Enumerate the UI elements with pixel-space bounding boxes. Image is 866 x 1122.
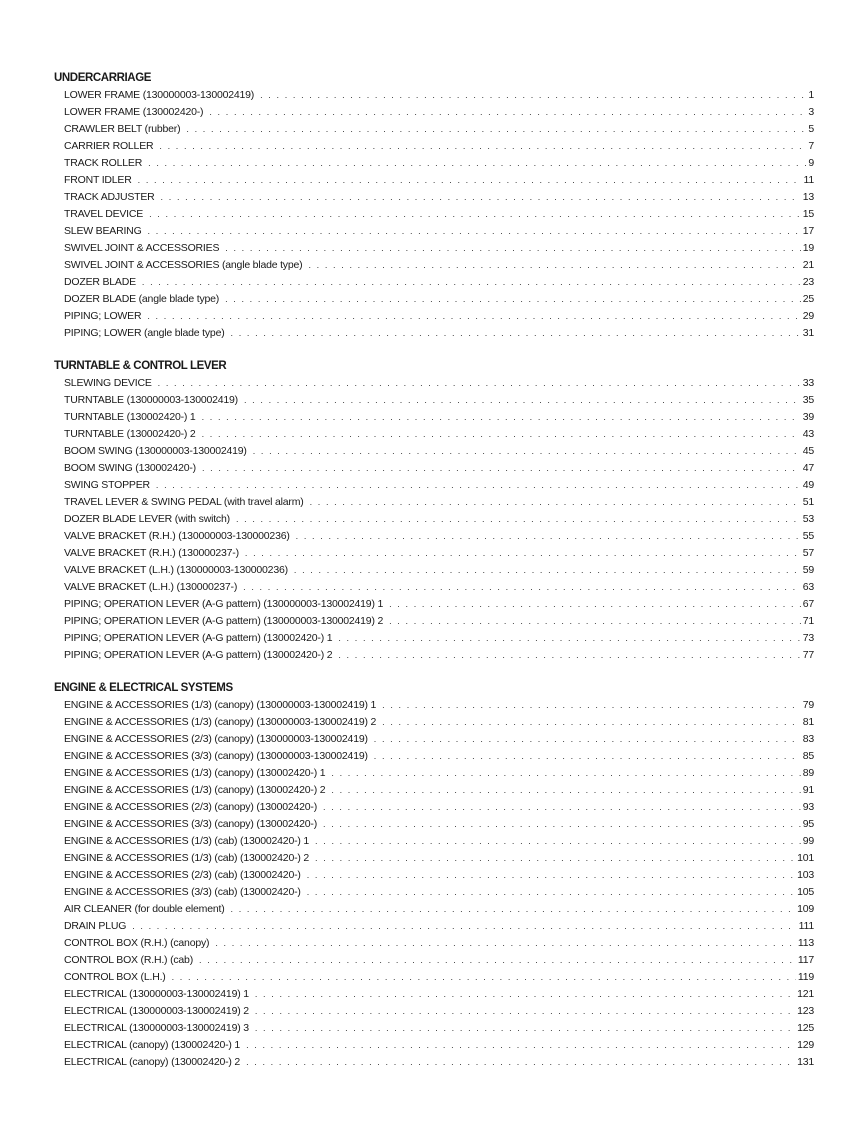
- toc-entry[interactable]: [54, 969, 814, 986]
- toc-entry-page-number: 129: [797, 1039, 814, 1051]
- dot-leader: [138, 172, 802, 189]
- toc-entry[interactable]: [54, 477, 814, 494]
- dot-leader: [338, 630, 800, 647]
- toc-entry[interactable]: [54, 562, 814, 579]
- dot-leader: [236, 511, 801, 528]
- toc-entry-page-number: 35: [802, 394, 814, 406]
- section-entries: [54, 375, 814, 664]
- dot-leader: [142, 274, 801, 291]
- toc-entry-page-number: 91: [802, 784, 814, 796]
- toc-entry-title: CRAWLER BELT (rubber): [64, 123, 181, 135]
- dot-leader: [308, 257, 800, 274]
- dot-leader: [338, 647, 800, 664]
- toc-entry-title: AIR CLEANER (for double element): [64, 903, 225, 915]
- dot-leader: [374, 748, 801, 765]
- toc-entry-page-number: 123: [797, 1005, 814, 1017]
- toc-entry-title: ELECTRICAL (130000003-130002419) 2: [64, 1005, 249, 1017]
- toc-entry[interactable]: [54, 714, 814, 731]
- toc-entry[interactable]: [54, 104, 814, 121]
- dot-leader: [225, 291, 801, 308]
- dot-leader: [294, 562, 801, 579]
- toc-section: [54, 70, 814, 342]
- toc-entry-page-number: 73: [802, 632, 814, 644]
- dot-leader: [156, 477, 801, 494]
- dot-leader: [158, 375, 801, 392]
- toc-entry-title: CONTROL BOX (L.H.): [64, 971, 166, 983]
- toc-entry-page-number: 47: [802, 462, 814, 474]
- dot-leader: [209, 104, 806, 121]
- dot-leader: [382, 697, 801, 714]
- toc-entry[interactable]: [54, 257, 814, 274]
- dot-leader: [202, 460, 801, 477]
- toc-entry[interactable]: [54, 291, 814, 308]
- toc-entry[interactable]: [54, 816, 814, 833]
- toc-entry-page-number: 99: [802, 835, 814, 847]
- toc-entry-title: SWIVEL JOINT & ACCESSORIES (angle blade type): [64, 259, 303, 271]
- dot-leader: [323, 799, 801, 816]
- toc-entry-title: ENGINE & ACCESSORIES (3/3) (canopy) (130002420-): [64, 818, 318, 830]
- toc-entry[interactable]: [54, 765, 814, 782]
- toc-entry-page-number: 5: [808, 123, 814, 135]
- toc-entry[interactable]: [54, 172, 814, 189]
- section-heading: ENGINE & ELECTRICAL SYSTEMS: [54, 682, 233, 694]
- toc-entry-page-number: 125: [797, 1022, 814, 1034]
- toc-entry-title: ENGINE & ACCESSORIES (1/3) (cab) (130002420-) 2: [64, 852, 310, 864]
- toc-entry[interactable]: [54, 223, 814, 240]
- dot-leader: [389, 613, 801, 630]
- dot-leader: [149, 206, 801, 223]
- toc-entry-title: VALVE BRACKET (R.H.) (130000237-): [64, 547, 239, 559]
- toc-entry-page-number: 111: [798, 920, 814, 932]
- dot-leader: [245, 545, 801, 562]
- toc-entry[interactable]: [54, 867, 814, 884]
- toc-entry-title: ENGINE & ACCESSORIES (2/3) (canopy) (130002420-): [64, 801, 318, 813]
- toc-entry-page-number: 67: [802, 598, 814, 610]
- dot-leader: [244, 392, 801, 409]
- section-entries: [54, 87, 814, 342]
- toc-entry-title: BOOM SWING (130002420-): [64, 462, 196, 474]
- toc-entry[interactable]: [54, 545, 814, 562]
- toc-entry-page-number: 13: [802, 191, 814, 203]
- toc-entry-page-number: 21: [802, 259, 814, 271]
- toc-entry-title: FRONT IDLER: [64, 174, 132, 186]
- toc-entry-page-number: 119: [797, 971, 814, 983]
- toc-entry[interactable]: [54, 748, 814, 765]
- toc-entry-title: TRAVEL DEVICE: [64, 208, 144, 220]
- toc-entry-page-number: 23: [802, 276, 814, 288]
- toc-entry-page-number: 71: [802, 615, 814, 627]
- dot-leader: [246, 1037, 795, 1054]
- toc-entry-page-number: 83: [802, 733, 814, 745]
- toc-entry[interactable]: [54, 799, 814, 816]
- toc-entry[interactable]: [54, 918, 814, 935]
- toc-entry-title: VALVE BRACKET (L.H.) (130000003-130000236): [64, 564, 288, 576]
- toc-entry-title: BOOM SWING (130000003-130002419): [64, 445, 247, 457]
- toc-entry-title: ENGINE & ACCESSORIES (3/3) (canopy) (130000003-130002419): [64, 750, 368, 762]
- dot-leader: [132, 918, 796, 935]
- toc-entry[interactable]: [54, 121, 814, 138]
- toc-entry[interactable]: [54, 579, 814, 596]
- dot-leader: [202, 409, 801, 426]
- toc-entry[interactable]: [54, 1037, 814, 1054]
- dot-leader: [323, 816, 801, 833]
- dot-leader: [315, 850, 795, 867]
- toc-entry-title: TURNTABLE (130002420-) 1: [64, 411, 196, 423]
- toc-entry-page-number: 19: [802, 242, 814, 254]
- toc-entry-page-number: 9: [808, 157, 814, 169]
- toc-entry-title: DRAIN PLUG: [64, 920, 127, 932]
- toc-entry[interactable]: [54, 189, 814, 206]
- toc-entry[interactable]: [54, 613, 814, 630]
- toc-entry-page-number: 77: [802, 649, 814, 661]
- toc-entry[interactable]: [54, 731, 814, 748]
- toc-entry-page-number: 121: [797, 988, 814, 1000]
- toc-entry-title: SLEWING DEVICE: [64, 377, 152, 389]
- toc-entry-title: ENGINE & ACCESSORIES (1/3) (canopy) (130000003-130002419) 2: [64, 716, 377, 728]
- dot-leader: [255, 1003, 795, 1020]
- toc-entry-page-number: 101: [797, 852, 814, 864]
- dot-leader: [307, 884, 795, 901]
- toc-entry[interactable]: [54, 206, 814, 223]
- toc-entry-page-number: 11: [803, 174, 814, 186]
- toc-entry-page-number: 15: [802, 208, 814, 220]
- toc-entry[interactable]: [54, 138, 814, 155]
- toc-entry-page-number: 29: [802, 310, 814, 322]
- toc-entry[interactable]: [54, 528, 814, 545]
- toc-entry-page-number: 117: [797, 954, 814, 966]
- toc-entry-page-number: 105: [797, 886, 814, 898]
- toc-entry-page-number: 57: [802, 547, 814, 559]
- toc-entry-page-number: 55: [802, 530, 814, 542]
- toc-entry-title: TURNTABLE (130000003-130002419): [64, 394, 238, 406]
- dot-leader: [307, 867, 795, 884]
- dot-leader: [161, 189, 801, 206]
- toc-entry-page-number: 25: [802, 293, 814, 305]
- toc-entry[interactable]: [54, 1054, 814, 1071]
- toc-entry-page-number: 63: [802, 581, 814, 593]
- toc-entry[interactable]: [54, 697, 814, 714]
- toc-entry[interactable]: [54, 986, 814, 1003]
- toc-entry-title: CONTROL BOX (R.H.) (cab): [64, 954, 193, 966]
- toc-entry-title: ENGINE & ACCESSORIES (1/3) (canopy) (130000003-130002419) 1: [64, 699, 377, 711]
- toc-entry[interactable]: [54, 596, 814, 613]
- dot-leader: [159, 138, 806, 155]
- toc-entry-title: SWIVEL JOINT & ACCESSORIES: [64, 242, 220, 254]
- toc-entry-title: DOZER BLADE: [64, 276, 136, 288]
- dot-leader: [246, 1054, 795, 1071]
- toc-entry-title: VALVE BRACKET (R.H.) (130000003-130000236): [64, 530, 290, 542]
- toc-entry-title: PIPING; OPERATION LEVER (A-G pattern) (130000003-130002419) 1: [64, 598, 384, 610]
- toc-entry-title: ENGINE & ACCESSORIES (1/3) (canopy) (130002420-) 2: [64, 784, 326, 796]
- toc-entry-title: DOZER BLADE LEVER (with switch): [64, 513, 230, 525]
- toc-entry[interactable]: [54, 274, 814, 291]
- toc-entry-title: ELECTRICAL (canopy) (130002420-) 2: [64, 1056, 241, 1068]
- toc-entry[interactable]: [54, 155, 814, 172]
- toc-entry-title: TURNTABLE (130002420-) 2: [64, 428, 196, 440]
- toc-entry-title: SWING STOPPER: [64, 479, 150, 491]
- toc-entry-page-number: 1: [808, 89, 814, 101]
- dot-leader: [243, 579, 801, 596]
- toc-entry-title: CONTROL BOX (R.H.) (canopy): [64, 937, 210, 949]
- toc-entry-title: SLEW BEARING: [64, 225, 142, 237]
- toc-entry[interactable]: [54, 1003, 814, 1020]
- toc-entry-title: ENGINE & ACCESSORIES (1/3) (cab) (130002420-) 1: [64, 835, 310, 847]
- dot-leader: [172, 969, 796, 986]
- toc-entry-page-number: 95: [802, 818, 814, 830]
- toc-entry-title: LOWER FRAME (130002420-): [64, 106, 204, 118]
- toc-entry[interactable]: [54, 240, 814, 257]
- toc-entry[interactable]: [54, 935, 814, 952]
- dot-leader: [202, 426, 801, 443]
- toc-entry-title: ENGINE & ACCESSORIES (3/3) (cab) (130002420-): [64, 886, 301, 898]
- toc-entry-title: PIPING; LOWER (angle blade type): [64, 327, 225, 339]
- toc-entry[interactable]: [54, 308, 814, 325]
- toc-entry-title: ELECTRICAL (130000003-130002419) 1: [64, 988, 249, 1000]
- dot-leader: [331, 765, 800, 782]
- toc-entry-title: PIPING; LOWER: [64, 310, 142, 322]
- toc-entry-title: ENGINE & ACCESSORIES (2/3) (canopy) (130000003-130002419): [64, 733, 368, 745]
- toc-entry-page-number: 79: [802, 699, 814, 711]
- dot-leader: [389, 596, 801, 613]
- toc-entry-title: PIPING; OPERATION LEVER (A-G pattern) (130002420-) 1: [64, 632, 333, 644]
- toc-entry-page-number: 7: [808, 140, 814, 152]
- toc-entry-page-number: 85: [802, 750, 814, 762]
- toc-entry-title: TRACK ROLLER: [64, 157, 143, 169]
- toc-entry-page-number: 17: [802, 225, 814, 237]
- dot-leader: [310, 494, 801, 511]
- dot-leader: [199, 952, 796, 969]
- dot-leader: [215, 935, 796, 952]
- dot-leader: [255, 986, 795, 1003]
- toc-entry-page-number: 49: [802, 479, 814, 491]
- toc-entry-page-number: 59: [802, 564, 814, 576]
- toc-entry-title: VALVE BRACKET (L.H.) (130000237-): [64, 581, 238, 593]
- toc-entry-page-number: 81: [802, 716, 814, 728]
- toc-section: [54, 680, 814, 1071]
- toc-entry-page-number: 39: [802, 411, 814, 423]
- toc-entry-title: TRAVEL LEVER & SWING PEDAL (with travel alarm): [64, 496, 304, 508]
- toc-entry-page-number: 113: [797, 937, 814, 949]
- toc-entry[interactable]: [54, 87, 814, 104]
- toc-entry[interactable]: [54, 850, 814, 867]
- table-of-contents: [54, 70, 814, 1071]
- dot-leader: [148, 155, 806, 172]
- toc-entry[interactable]: [54, 443, 814, 460]
- toc-entry[interactable]: [54, 392, 814, 409]
- toc-entry[interactable]: [54, 647, 814, 664]
- toc-entry[interactable]: [54, 833, 814, 850]
- toc-entry-page-number: 131: [797, 1056, 814, 1068]
- toc-entry-title: ELECTRICAL (130000003-130002419) 3: [64, 1022, 249, 1034]
- toc-entry-page-number: 103: [797, 869, 814, 881]
- toc-entry[interactable]: [54, 460, 814, 477]
- dot-leader: [186, 121, 806, 138]
- toc-entry-page-number: 43: [802, 428, 814, 440]
- toc-entry-title: PIPING; OPERATION LEVER (A-G pattern) (130002420-) 2: [64, 649, 333, 661]
- toc-entry-page-number: 89: [802, 767, 814, 779]
- toc-entry-page-number: 109: [797, 903, 814, 915]
- toc-entry-page-number: 31: [802, 327, 814, 339]
- toc-entry[interactable]: [54, 426, 814, 443]
- toc-entry[interactable]: [54, 494, 814, 511]
- section-heading: UNDERCARRIAGE: [54, 72, 152, 84]
- toc-entry[interactable]: [54, 630, 814, 647]
- dot-leader: [148, 223, 801, 240]
- dot-leader: [253, 443, 801, 460]
- dot-leader: [225, 240, 800, 257]
- toc-entry-page-number: 93: [802, 801, 814, 813]
- dot-leader: [255, 1020, 795, 1037]
- toc-entry-page-number: 53: [802, 513, 814, 525]
- dot-leader: [315, 833, 801, 850]
- toc-entry-page-number: 3: [808, 106, 814, 118]
- toc-entry-title: ENGINE & ACCESSORIES (1/3) (canopy) (130002420-) 1: [64, 767, 326, 779]
- section-entries: [54, 697, 814, 1071]
- toc-entry-title: DOZER BLADE (angle blade type): [64, 293, 220, 305]
- toc-section: [54, 358, 814, 664]
- toc-entry-title: PIPING; OPERATION LEVER (A-G pattern) (130000003-130002419) 2: [64, 615, 384, 627]
- dot-leader: [382, 714, 801, 731]
- toc-entry-page-number: 51: [802, 496, 814, 508]
- toc-entry[interactable]: [54, 884, 814, 901]
- dot-leader: [231, 901, 796, 918]
- toc-entry-title: ELECTRICAL (canopy) (130002420-) 1: [64, 1039, 241, 1051]
- toc-entry[interactable]: [54, 901, 814, 918]
- toc-entry-page-number: 33: [802, 377, 814, 389]
- dot-leader: [231, 325, 801, 342]
- toc-entry-title: TRACK ADJUSTER: [64, 191, 155, 203]
- dot-leader: [374, 731, 801, 748]
- toc-entry[interactable]: [54, 325, 814, 342]
- toc-entry[interactable]: [54, 782, 814, 799]
- toc-entry-title: CARRIER ROLLER: [64, 140, 154, 152]
- dot-leader: [296, 528, 801, 545]
- toc-entry[interactable]: [54, 375, 814, 392]
- toc-entry[interactable]: [54, 511, 814, 528]
- dot-leader: [147, 308, 800, 325]
- toc-entry[interactable]: [54, 409, 814, 426]
- section-heading: TURNTABLE & CONTROL LEVER: [54, 360, 227, 372]
- toc-entry[interactable]: [54, 1020, 814, 1037]
- toc-entry-title: ENGINE & ACCESSORIES (2/3) (cab) (130002420-): [64, 869, 301, 881]
- toc-entry[interactable]: [54, 952, 814, 969]
- dot-leader: [260, 87, 806, 104]
- toc-entry-page-number: 45: [802, 445, 814, 457]
- toc-entry-title: LOWER FRAME (130000003-130002419): [64, 89, 255, 101]
- dot-leader: [331, 782, 800, 799]
